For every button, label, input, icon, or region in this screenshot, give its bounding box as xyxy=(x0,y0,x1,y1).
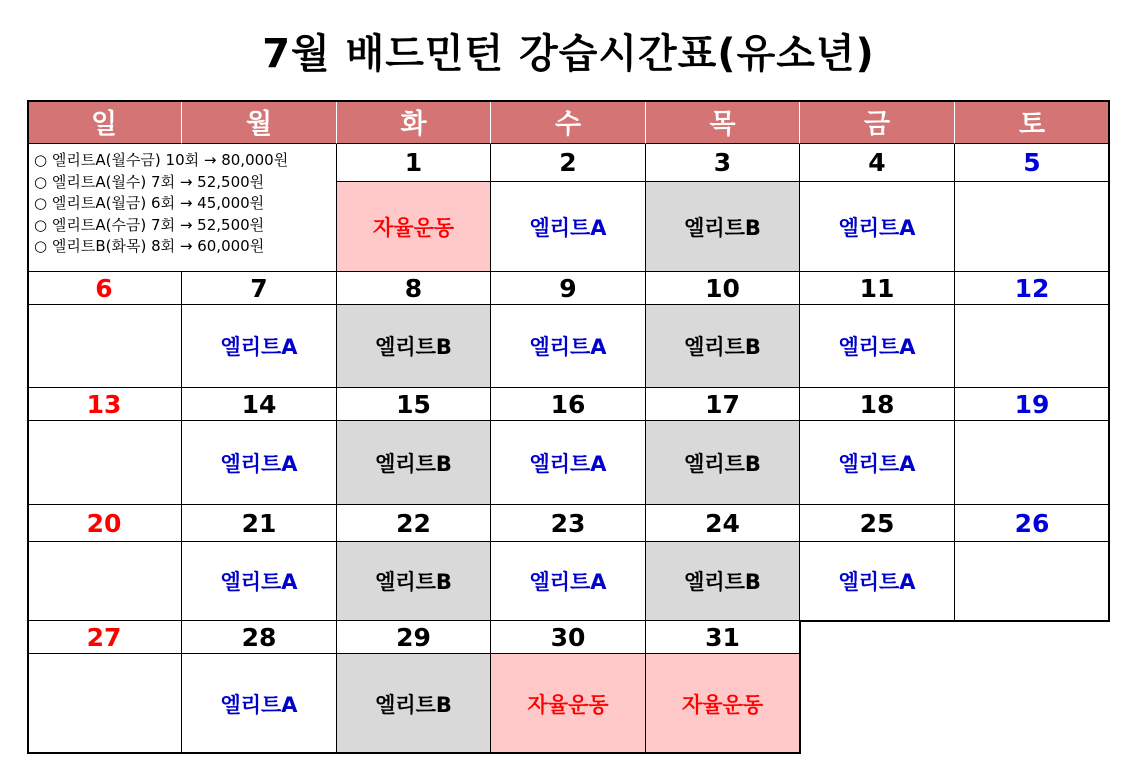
class-cell[interactable]: 엘리트B xyxy=(337,654,491,754)
weekday-header: 목 xyxy=(646,100,800,144)
class-cell[interactable]: 엘리트B xyxy=(646,305,800,388)
day-number: 30 xyxy=(491,621,646,654)
class-cell[interactable]: 자율운동 xyxy=(337,182,491,272)
class-cell[interactable]: 엘리트B xyxy=(337,305,491,388)
day-number: 1 xyxy=(337,144,491,182)
day-number: 5 xyxy=(955,144,1110,182)
day-number: 18 xyxy=(800,388,955,421)
cell-edge xyxy=(800,620,801,754)
weekday-header: 금 xyxy=(800,100,955,144)
day-number: 7 xyxy=(182,272,337,305)
day-number: 4 xyxy=(800,144,955,182)
empty-cell xyxy=(27,654,182,754)
day-number: 13 xyxy=(27,388,182,421)
class-cell[interactable]: 엘리트B xyxy=(646,421,800,505)
day-number: 31 xyxy=(646,621,800,654)
weekday-header: 수 xyxy=(491,100,646,144)
empty-cell xyxy=(27,542,182,621)
empty-area-cover xyxy=(801,622,1113,757)
empty-cell xyxy=(27,305,182,388)
fee-info-line: ○ 엘리트A(수금) 7회 → 52,500원 xyxy=(34,215,265,234)
day-number: 29 xyxy=(337,621,491,654)
day-number: 17 xyxy=(646,388,800,421)
day-number: 21 xyxy=(182,505,337,542)
class-cell[interactable]: 엘리트A xyxy=(800,542,955,621)
fee-info-line: ○ 엘리트B(화목) 8회 → 60,000원 xyxy=(34,237,265,255)
class-cell[interactable]: 엘리트A xyxy=(800,421,955,505)
weekday-header: 월 xyxy=(182,100,337,144)
day-number: 22 xyxy=(337,505,491,542)
fee-info-line: ○ 엘리트A(월수) 7회 → 52,500원 xyxy=(34,172,265,191)
day-number: 15 xyxy=(337,388,491,421)
class-cell[interactable]: 자율운동 xyxy=(491,654,646,754)
day-number: 28 xyxy=(182,621,337,654)
calendar-table xyxy=(27,100,1110,754)
day-number: 6 xyxy=(27,272,182,305)
class-cell[interactable]: 엘리트B xyxy=(337,421,491,505)
class-cell[interactable]: 엘리트A xyxy=(182,542,337,621)
empty-cell xyxy=(27,421,182,505)
fee-info-line: ○ 엘리트A(월수금) 10회 → 80,000원 xyxy=(34,151,289,169)
day-number: 9 xyxy=(491,272,646,305)
empty-cell xyxy=(955,542,1110,621)
weekday-header: 토 xyxy=(955,100,1110,144)
class-cell[interactable]: 엘리트A xyxy=(800,305,955,388)
day-number: 23 xyxy=(491,505,646,542)
class-cell[interactable]: 엘리트A xyxy=(182,421,337,505)
day-number: 14 xyxy=(182,388,337,421)
day-number: 16 xyxy=(491,388,646,421)
fee-info-line: ○ 엘리트A(월금) 6회 → 45,000원 xyxy=(34,194,265,212)
day-number: 25 xyxy=(800,505,955,542)
class-cell[interactable]: 엘리트A xyxy=(491,421,646,505)
day-number: 11 xyxy=(800,272,955,305)
class-cell[interactable]: 자율운동 xyxy=(646,654,800,754)
class-cell[interactable]: 엘리트B xyxy=(646,542,800,621)
day-number: 19 xyxy=(955,388,1110,421)
day-number: 2 xyxy=(491,144,646,182)
day-number: 27 xyxy=(27,621,182,654)
day-number: 8 xyxy=(337,272,491,305)
class-cell[interactable]: 엘리트B xyxy=(337,542,491,621)
class-cell[interactable]: 엘리트B xyxy=(646,182,800,272)
day-number: 20 xyxy=(27,505,182,542)
class-cell[interactable]: 엘리트A xyxy=(491,542,646,621)
empty-cell xyxy=(955,305,1110,388)
empty-cell xyxy=(955,182,1110,272)
page-title: 7월 배드민턴 강습시간표(유소년) xyxy=(262,31,875,77)
class-cell[interactable]: 엘리트A xyxy=(491,305,646,388)
day-number: 3 xyxy=(646,144,800,182)
day-number: 12 xyxy=(955,272,1110,305)
day-number: 26 xyxy=(955,505,1110,542)
class-cell[interactable]: 엘리트A xyxy=(182,654,337,754)
weekday-header: 일 xyxy=(27,100,182,144)
weekday-header: 화 xyxy=(337,100,491,144)
class-cell[interactable]: 엘리트A xyxy=(182,305,337,388)
day-number: 24 xyxy=(646,505,800,542)
empty-cell xyxy=(955,421,1110,505)
fee-info-box xyxy=(27,144,337,272)
class-cell[interactable]: 엘리트A xyxy=(800,182,955,272)
day-number: 10 xyxy=(646,272,800,305)
class-cell[interactable]: 엘리트A xyxy=(491,182,646,272)
